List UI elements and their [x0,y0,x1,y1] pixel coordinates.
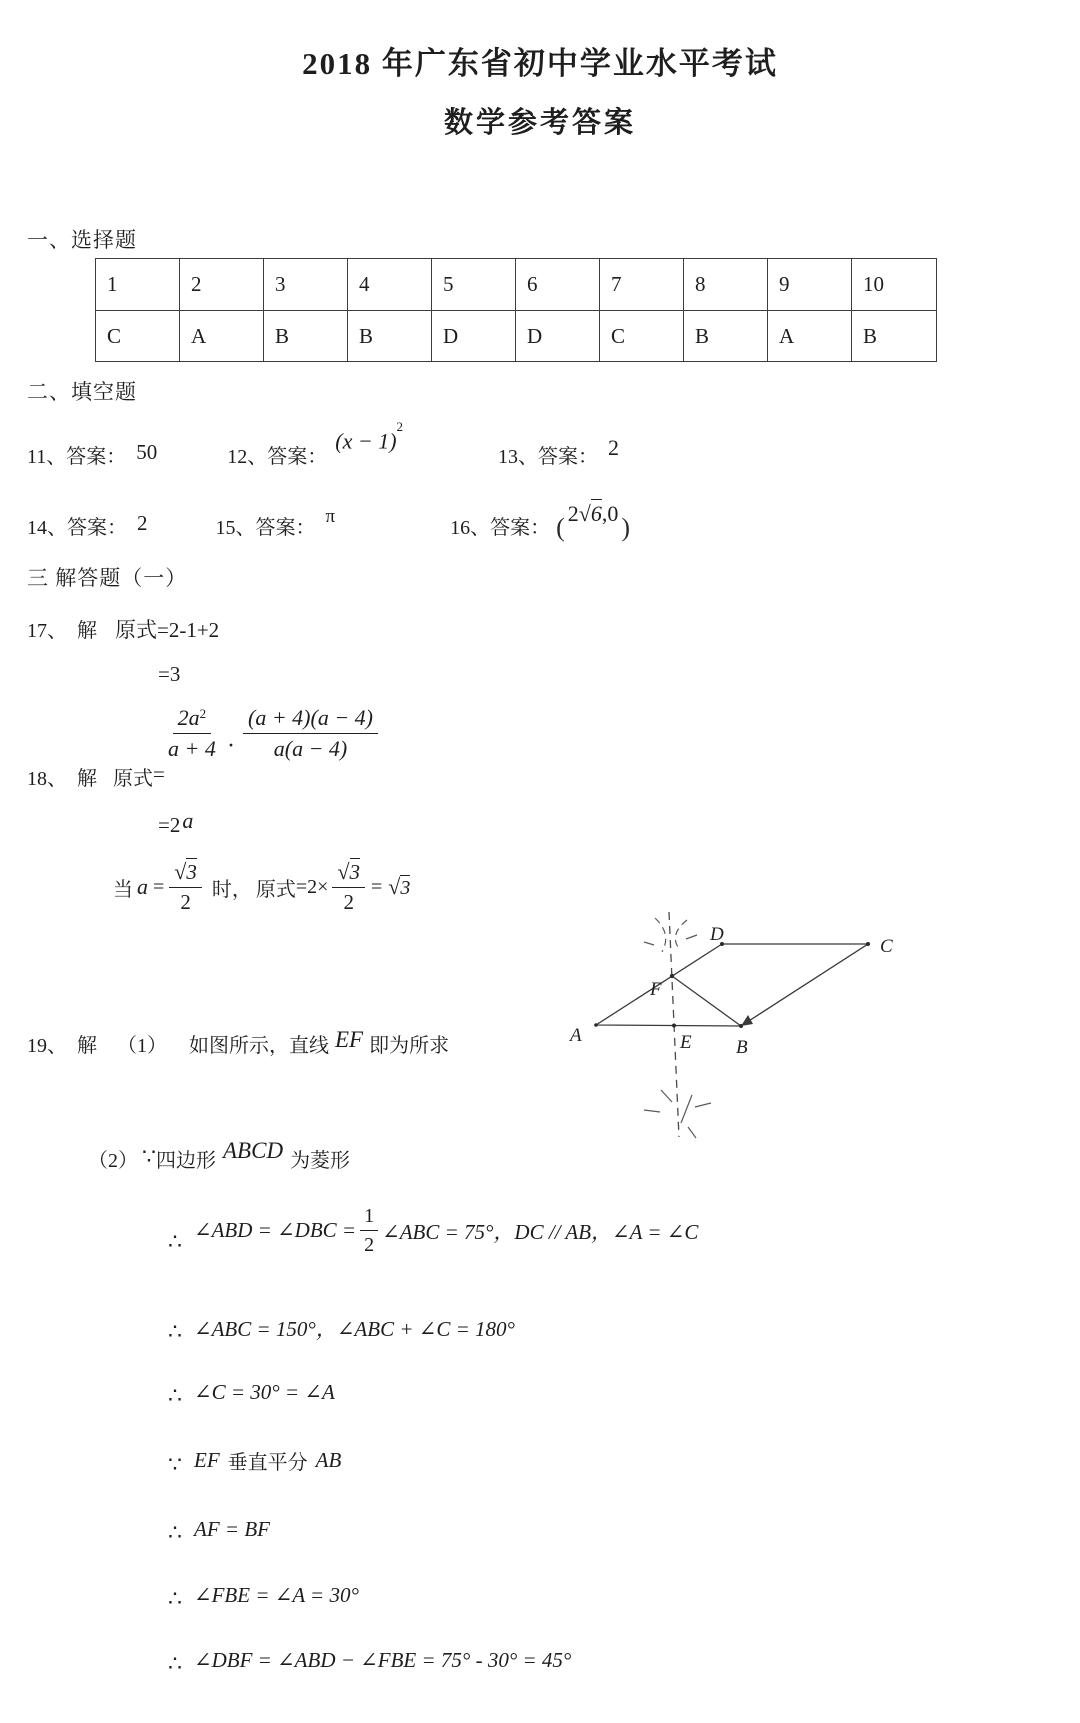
item-value: 50 [136,440,158,464]
item-number: 14、 [27,517,67,539]
statement: ∠DBF = ∠ABD − ∠FBE = 75° - 30° = 45° [194,1647,572,1672]
therefore-symbol: ∴ [168,1229,182,1254]
therefore-symbol: ∴ [168,1383,182,1408]
q17-number: 17、 [27,620,67,642]
page-title: 2018 年广东省初中学业水平考试 [302,46,778,81]
label-E: E [680,1032,692,1053]
because-symbol: ∵ [168,1451,182,1477]
proof-line-7 [168,1647,572,1676]
therefore-symbol: ∴ [168,1319,182,1344]
part2-text2: 为菱形 [290,1150,351,1172]
equals-sign: = [371,875,383,898]
proof-line-1 [168,1206,698,1255]
item-number: 15、 [215,517,256,539]
page-subtitle: 数学参考答案 [443,107,636,139]
when-label: 当 [113,878,133,901]
choice-answer-table [95,258,937,362]
table-answer-cell: D [516,311,600,361]
fraction-numerator: √3 [169,861,202,888]
proof-line-5 [168,1516,270,1545]
fill-answer-13 [498,435,620,469]
fill-answer-15 [215,506,336,540]
fill-answer-12 [227,419,404,469]
shi-label: 时， [211,878,252,901]
item-label: 答案： [255,517,316,539]
q18-fraction-1 [168,707,216,760]
item-label: 答案： [490,517,551,539]
fraction-denominator: 2 [364,1234,375,1256]
item-number: 16、 [450,517,491,539]
table-header-cell: 2 [180,259,264,311]
rhombus-construction-figure [540,890,920,1150]
segment-AB: AB [315,1448,342,1472]
item-label: 答案： [66,446,127,468]
q19-solve-label: 解 [77,1035,97,1057]
open-paren: ( [556,513,565,542]
fill-answers-row-2 [27,501,631,542]
fill-answers-row-1 [27,419,620,469]
item-number: 13、 [498,446,539,468]
item-value: 2 [608,435,620,460]
sqrt3-result: √3 [388,874,411,899]
fraction-denominator: 2 [180,890,191,914]
vertex-dots [594,942,870,1028]
one-half-fraction [360,1206,378,1255]
item-label: 答案： [67,517,127,539]
equals-sign: = [153,762,165,786]
item-label: 答案： [538,446,599,468]
statement: ∠ABD = ∠DBC = [194,1218,357,1242]
fraction-denominator: 2 [343,890,354,914]
table-header-cell: 4 [348,259,432,311]
table-answer-cell: A [180,311,264,361]
table-answer-cell: B [863,323,878,348]
segment-EF: EF [335,1027,364,1052]
table-answer-cell: B [348,311,432,361]
fraction-numerator: (a + 4)(a − 4) [243,707,378,734]
proof-line-2 [168,1313,515,1343]
item-value: $(x - 1)^2$ [335,419,404,454]
q18-number: 18、 [27,768,67,790]
label-B: B [736,1037,748,1058]
statement: ∠C = 30° = ∠A [194,1379,335,1404]
arrowhead-at-B [741,1015,753,1026]
section-solutions-heading: 三 解答题（一） [27,566,188,590]
proof-line-6 [168,1582,359,1611]
q18-label-line [27,762,165,791]
part2-label: （2） [88,1150,138,1172]
item-value: 2√6,0 [567,501,619,526]
fraction-denominator: a(a − 4) [273,736,348,761]
therefore-symbol: ∴ [168,1586,182,1611]
segment-EF: EF [194,1448,220,1472]
segment-FB [672,976,741,1026]
table-header-cell: 10 [852,259,936,311]
table-header-cell: 3 [264,259,348,311]
q19-number: 19、 [27,1035,67,1057]
table-answer-cell: D [432,311,516,361]
therefore-symbol: ∴ [168,1520,182,1545]
q17-result: =3 [158,662,181,686]
fraction-numerator: √3 [332,861,365,888]
label-A: A [570,1025,582,1046]
q19-part2-line [88,1138,351,1173]
rhombus-outline [596,944,868,1026]
table-header-cell: 9 [768,259,852,311]
item-label: 答案： [267,446,328,468]
fraction-denominator: a + 4 [168,736,216,761]
equals-sign: = [153,875,165,898]
item-number: 11、 [27,446,67,468]
label-D: D [710,924,724,945]
part1-text2: 即为所求 [369,1035,450,1057]
section-fill-heading: 二、填空题 [27,380,137,404]
q17-solve-label: 解 [77,620,97,642]
variable-a: a [137,874,148,899]
part1-text: 如图所示，直线 [189,1035,329,1057]
table-answer-cell: A [768,311,852,361]
q18-evaluation-line [113,861,410,913]
section-choice-heading: 一、选择题 [27,228,137,252]
perpendicular-bisects-text: 垂直平分 [227,1452,308,1474]
item-number: 12、 [227,446,268,468]
table-header-cell: 5 [432,259,516,311]
fill-answer-16 [450,501,631,542]
times-two: =2× [295,875,329,898]
sqrt3-over-2-fraction [332,861,365,913]
item-value: 2 [137,511,148,535]
yuanshi-label: 原式 [255,878,296,901]
q18-fraction-2 [243,707,378,760]
part1-label: （1） [117,1035,167,1057]
fill-answer-14 [27,511,148,540]
statement: ∠FBE = ∠A = 30° [194,1582,359,1607]
proof-line-4 [168,1446,341,1475]
q19-part1-line [27,1029,449,1058]
table-header-cell: 7 [600,259,684,311]
fraction-numerator: 1 [360,1206,378,1231]
fill-answer-11 [27,440,157,469]
table-header-cell: 1 [96,259,180,311]
because-symbol: ∵ [142,1144,156,1169]
fraction-numerator: 2a $^2$ [173,707,212,734]
table-header-cell: 6 [516,259,600,311]
therefore-symbol: ∴ [168,1651,182,1676]
q18-solve-label: 解 [77,768,97,790]
q18-prefix: 原式 [113,768,153,790]
label-F: F [650,979,662,1000]
sqrt3-over-2-fraction [169,861,202,913]
part2-text: 四边形 [156,1150,216,1172]
quad-ABCD: ABCD [223,1138,284,1163]
q17-expression: 原式=2-1+2 [115,618,220,642]
table-header-cell: 8 [684,259,768,311]
statement: ∠ABC = 75°，DC // AB，∠A = ∠C [382,1219,699,1244]
table-answer-cell: C [600,311,684,361]
multiplication-dot: · [227,733,235,759]
table-answer-cell: C [96,311,180,361]
label-C: C [880,936,893,957]
statement: AF = BF [194,1516,270,1541]
q17-line [27,614,219,644]
close-paren: ) [621,513,631,542]
table-answer-cell: B [684,311,768,361]
item-value: π [325,506,336,527]
q18-result: =2a [158,808,194,837]
table-answer-cell: B [264,311,348,361]
statement: ∠ABC = 150°，∠ABC + ∠C = 180° [194,1317,515,1341]
proof-line-3 [168,1379,335,1408]
